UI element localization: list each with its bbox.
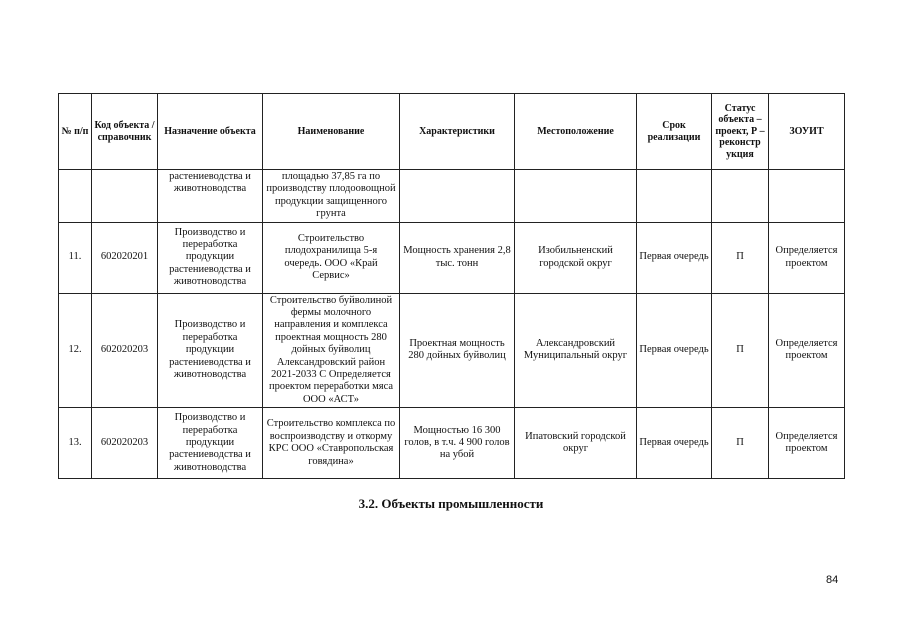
table-header-row <box>59 94 845 170</box>
cell-purpose: Производство и переработка продукции растениеводства и животноводства <box>158 293 263 408</box>
header-term: Срок реализации <box>637 94 712 170</box>
cell-num <box>59 170 92 223</box>
header-characteristics: Характеристики <box>400 94 515 170</box>
cell-status <box>712 170 769 223</box>
cell-term: Первая очередь <box>637 222 712 293</box>
cell-term: Первая очередь <box>637 408 712 479</box>
cell-zouit: Определяется проектом <box>769 222 845 293</box>
header-name: Наименование <box>263 94 400 170</box>
table-row <box>59 293 845 408</box>
cell-num: 11. <box>59 222 92 293</box>
cell-location: Изобильненский городской округ <box>515 222 637 293</box>
cell-status: П <box>712 408 769 479</box>
cell-purpose: Производство и переработка продукции растениеводства и животноводства <box>158 408 263 479</box>
cell-characteristics: Проектная мощность 280 дойных буйволиц <box>400 293 515 408</box>
cell-code: 602020203 <box>92 293 158 408</box>
cell-code: 602020203 <box>92 408 158 479</box>
header-location: Местоположение <box>515 94 637 170</box>
cell-num: 12. <box>59 293 92 408</box>
cell-code <box>92 170 158 223</box>
page-number: 84 <box>826 574 839 586</box>
cell-location: Ипатовский городской округ <box>515 408 637 479</box>
cell-name: площадью 37,85 га по производству плодоовощной продукции защищенного грунта <box>263 170 400 223</box>
cell-characteristics: Мощностью 16 300 голов, в т.ч. 4 900 голов на убой <box>400 408 515 479</box>
cell-zouit: Определяется проектом <box>769 293 845 408</box>
table-row-continuation <box>59 170 845 223</box>
header-zouit: ЗОУИТ <box>769 94 845 170</box>
cell-name: Строительство буйволиной фермы молочного направления и комплекса проектная мощность 280 дойных буйволиц Александровский район 2021-2033 С Определяется проектом переработки мяса ООО «АСТ» <box>263 293 400 408</box>
header-code: Код объекта / справочник <box>92 94 158 170</box>
cell-status: П <box>712 222 769 293</box>
cell-name: Строительство плодохранилища 5-я очередь. ООО «Край Сервис» <box>263 222 400 293</box>
cell-status: П <box>712 293 769 408</box>
cell-zouit <box>769 170 845 223</box>
cell-purpose: растениеводства и животноводства <box>158 170 263 223</box>
cell-characteristics: Мощность хранения 2,8 тыс. тонн <box>400 222 515 293</box>
cell-purpose: Производство и переработка продукции растениеводства и животноводства <box>158 222 263 293</box>
table-row <box>59 408 845 479</box>
cell-name: Строительство комплекса по воспроизводству и откорму КРС ООО «Ставропольская говядина» <box>263 408 400 479</box>
cell-num: 13. <box>59 408 92 479</box>
header-status: Статус объекта – проект, Р – реконстр укция <box>712 94 769 170</box>
header-num: № п/п <box>59 94 92 170</box>
cell-characteristics <box>400 170 515 223</box>
header-purpose: Назначение объекта <box>158 94 263 170</box>
cell-term <box>637 170 712 223</box>
cell-term: Первая очередь <box>637 293 712 408</box>
cell-code: 602020201 <box>92 222 158 293</box>
cell-location <box>515 170 637 223</box>
cell-location: Александровский Муниципальный округ <box>515 293 637 408</box>
cell-zouit: Определяется проектом <box>769 408 845 479</box>
table-row <box>59 222 845 293</box>
section-title: 3.2. Объекты промышленности <box>358 496 544 511</box>
objects-table <box>58 93 845 479</box>
